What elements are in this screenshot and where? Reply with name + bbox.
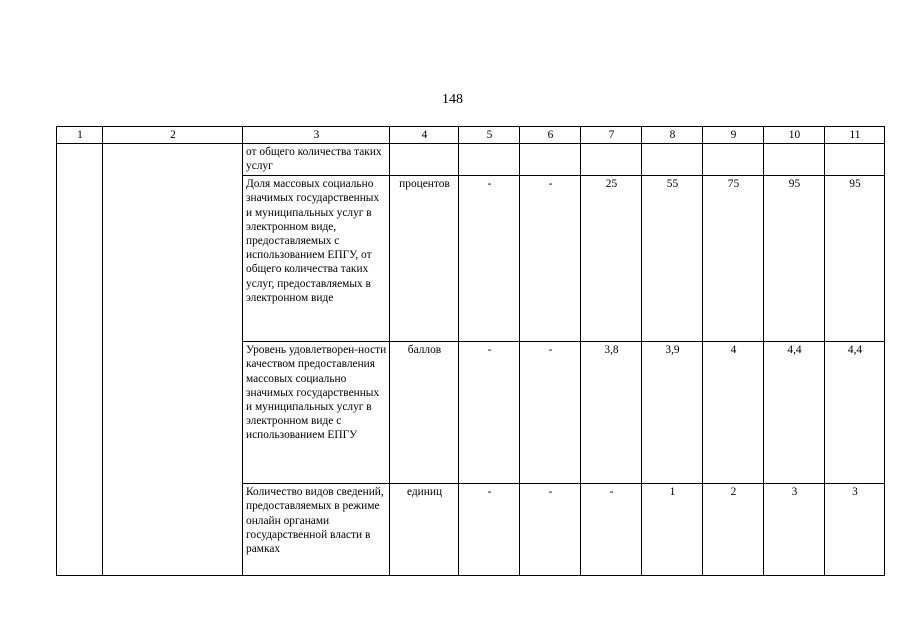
value-cell <box>825 144 885 176</box>
value-cell <box>459 144 520 176</box>
value-cell: - <box>520 484 581 576</box>
column-number: 9 <box>703 127 764 144</box>
indicator-cell: от общего количества таких услуг <box>243 144 390 176</box>
empty-cell-col2 <box>103 144 243 576</box>
value-cell <box>581 144 642 176</box>
column-number: 10 <box>764 127 825 144</box>
column-number: 6 <box>520 127 581 144</box>
unit-cell: процентов <box>390 176 459 342</box>
column-number: 11 <box>825 127 885 144</box>
indicator-cell: Доля массовых социально значимых государственных и муниципальных услуг в электронном виде, предоставляемых с использованием ЕПГУ, от общего количества таких услуг, предоставляемых в электронном виде <box>243 176 390 342</box>
value-cell <box>642 144 703 176</box>
value-cell: 95 <box>764 176 825 342</box>
value-cell: 4 <box>703 342 764 484</box>
value-cell: - <box>581 484 642 576</box>
indicators-table <box>56 126 885 576</box>
value-cell: 3 <box>825 484 885 576</box>
value-cell: 95 <box>825 176 885 342</box>
unit-cell: баллов <box>390 342 459 484</box>
value-cell: 1 <box>642 484 703 576</box>
value-cell: - <box>459 176 520 342</box>
column-number: 3 <box>243 127 390 144</box>
column-number: 5 <box>459 127 520 144</box>
value-cell: 4,4 <box>825 342 885 484</box>
unit-cell <box>390 144 459 176</box>
value-cell <box>520 144 581 176</box>
value-cell: 3 <box>764 484 825 576</box>
column-number: 1 <box>57 127 103 144</box>
value-cell <box>703 144 764 176</box>
column-number: 2 <box>103 127 243 144</box>
value-cell: 3,9 <box>642 342 703 484</box>
page-number: 148 <box>442 92 463 107</box>
column-number-row <box>57 127 885 144</box>
table-row <box>57 144 885 176</box>
empty-cell-col1 <box>57 144 103 576</box>
value-cell: - <box>520 176 581 342</box>
value-cell <box>764 144 825 176</box>
indicator-cell: Количество видов сведений, предоставляемых в режиме онлайн органами государственной власти в рамках <box>243 484 390 576</box>
column-number: 7 <box>581 127 642 144</box>
value-cell: 4,4 <box>764 342 825 484</box>
value-cell: - <box>459 342 520 484</box>
indicator-cell: Уровень удовлетворен-ности качеством предоставления массовых социально значимых государственных и муниципальных услуг в электронном виде с использованием ЕПГУ <box>243 342 390 484</box>
value-cell: - <box>520 342 581 484</box>
value-cell: 75 <box>703 176 764 342</box>
value-cell: 3,8 <box>581 342 642 484</box>
value-cell: 55 <box>642 176 703 342</box>
column-number: 4 <box>390 127 459 144</box>
column-number: 8 <box>642 127 703 144</box>
value-cell: 2 <box>703 484 764 576</box>
value-cell: 25 <box>581 176 642 342</box>
unit-cell: единиц <box>390 484 459 576</box>
value-cell: - <box>459 484 520 576</box>
